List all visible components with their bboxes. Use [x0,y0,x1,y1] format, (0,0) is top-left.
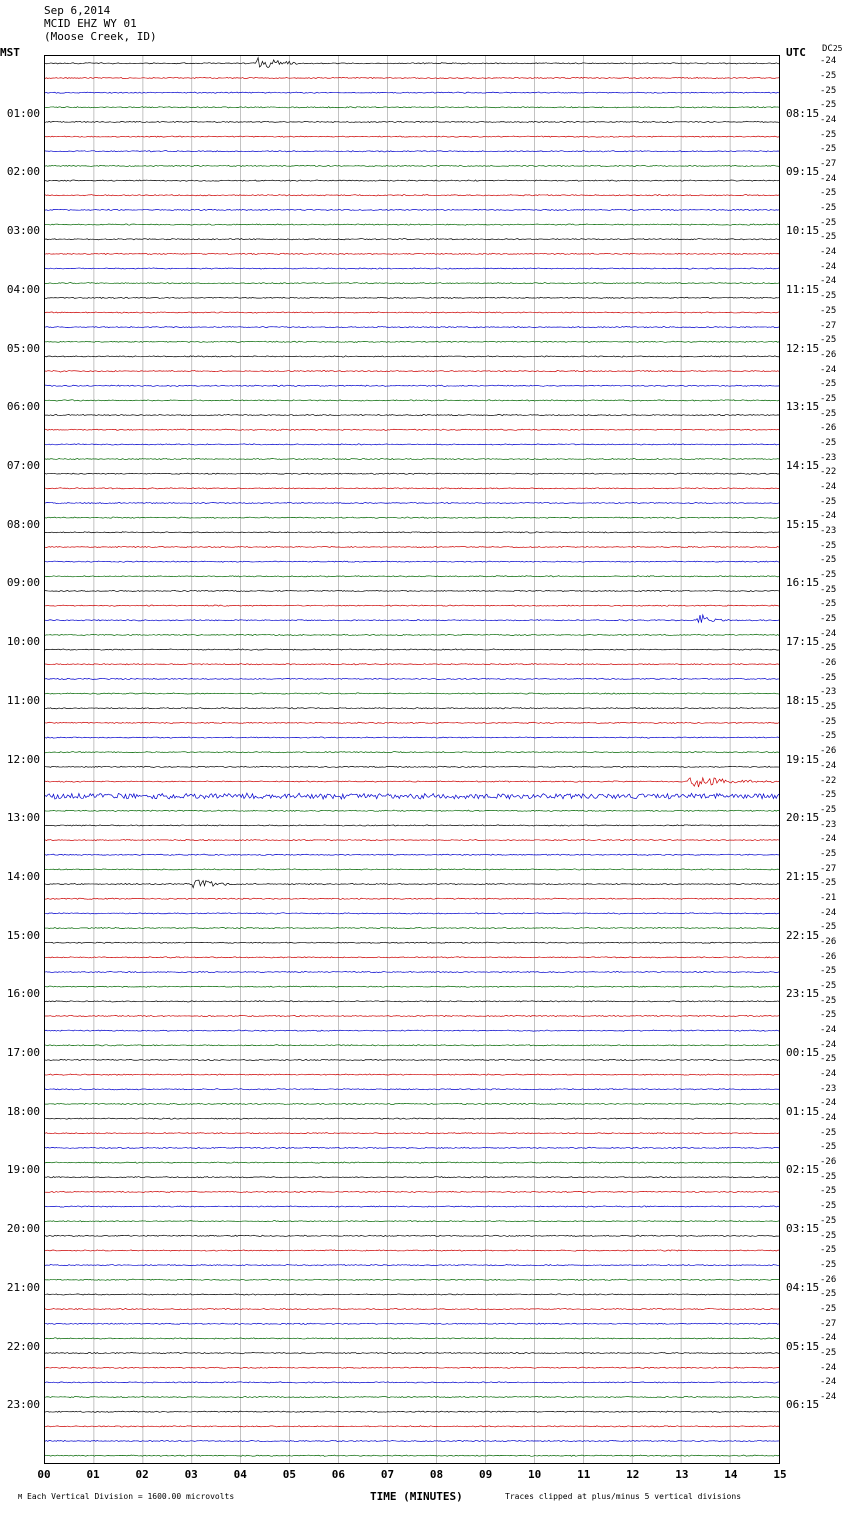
dc-value: -24 [820,56,837,67]
left-time-tick: 21:00 [6,1280,40,1294]
left-time-tick: 01:00 [6,106,40,120]
right-time-tick: 10:15 [786,224,820,238]
right-time-tick: 23:15 [786,987,820,1001]
left-time-tick: 09:00 [6,576,40,590]
dc-value: -25 [820,980,837,991]
dc-value: -25 [820,1303,837,1314]
right-time-tick: 04:15 [786,1280,820,1294]
right-time-tick: 16:15 [786,576,820,590]
dc-value: -27 [820,863,837,874]
right-time-tick: 05:15 [786,1339,820,1353]
left-time-tick: 22:00 [6,1339,40,1353]
x-axis-tick: 07 [380,1468,395,1481]
dc-value: -24 [820,834,837,845]
dc-value: -26 [820,1157,837,1168]
dc-value: -26 [820,349,837,360]
dc-value: -25 [820,1054,837,1065]
dc-value: -25 [820,188,837,199]
header-location: (Moose Creek, ID) [44,30,157,43]
dc-value: -24 [820,1069,837,1080]
dc-value: -23 [820,526,837,536]
right-time-tick: 11:15 [786,282,820,296]
x-axis-tick: 13 [675,1468,689,1481]
left-time-tick: 15:00 [6,928,40,942]
x-axis-title: TIME (MINUTES) [370,1490,463,1503]
left-axis-label: MST [0,46,20,59]
right-time-tick: 14:15 [786,458,820,472]
dc-value: -25 [820,731,837,742]
dc-value: -26 [820,423,837,434]
left-time-tick: 11:00 [6,693,40,707]
right-time-tick: 15:15 [786,517,820,531]
dc-value: -22 [820,775,837,786]
header-block [44,4,157,43]
dc-value: -24 [820,907,837,918]
dc-value: -24 [820,1391,837,1402]
right-time-tick: 22:15 [786,928,820,942]
dc-value: -24 [820,1039,837,1050]
dc-value: -24 [820,276,837,287]
dc-value: -25 [820,144,837,155]
left-time-tick: 02:00 [6,165,40,179]
x-axis-tick: 08 [429,1468,444,1481]
dc-value: -25 [820,599,837,610]
dc-value: -25 [820,203,837,214]
dc-value: -25 [820,496,837,507]
right-time-tick: 20:15 [786,811,820,825]
dc-value: -22 [820,467,837,478]
x-axis-tick: 09 [478,1468,493,1481]
left-time-tick: 04:00 [6,282,40,296]
dc-value: -25 [820,790,837,801]
dc-value: -25 [820,1347,837,1358]
left-time-tick: 08:00 [6,517,40,531]
left-time-tick: 03:00 [6,224,40,238]
dc-value: -27 [820,1318,837,1329]
right-time-tick: 21:15 [786,869,820,883]
dc-value: -25 [820,85,837,96]
dc-value: -24 [820,1333,837,1344]
left-time-tick: 18:00 [6,1104,40,1118]
trace-canvas [45,56,779,1463]
dc-value: -24 [820,1113,837,1124]
dc-value: -25 [820,217,837,228]
left-time-tick: 13:00 [6,811,40,825]
dc-value: -24 [820,628,837,639]
left-time-tick: 19:00 [6,1163,40,1177]
x-axis-tick: 05 [282,1468,296,1481]
dc-value: -25 [820,393,837,404]
dc-value: -25 [820,1230,837,1241]
dc-value: -27 [820,320,837,331]
dc-value: -25 [820,291,837,302]
right-time-tick: 00:15 [786,1046,820,1060]
right-time-tick: 01:15 [786,1104,820,1118]
dc-value: -25 [820,1127,837,1138]
right-time-tick: 08:15 [786,106,820,120]
left-time-tick: 14:00 [6,869,40,883]
left-time-tick: 05:00 [6,341,40,355]
dc-value: -25 [820,702,837,713]
dc-value: -25 [820,1010,837,1021]
footer-left: M Each Vertical Division = 1600.00 microvolts [18,1492,235,1501]
dc-value: -25 [820,1186,837,1197]
dc-value: -24 [820,760,837,771]
right-axis-label: UTC [786,46,806,59]
dc-value: -24 [820,364,837,375]
x-axis-tick: 12 [626,1468,640,1481]
dc-value: -21 [820,892,837,903]
right-time-tick: 12:15 [786,341,820,355]
dc-value: -25 [820,1171,837,1182]
dc-value: -24 [820,1377,837,1388]
left-time-tick: 17:00 [6,1046,40,1060]
x-axis-tick: 00 [37,1468,51,1481]
dc-value: -25 [820,995,837,1006]
dc-value: -25 [820,232,837,243]
dc-value: -25 [820,966,837,977]
dc-value: -25 [820,1201,837,1212]
right-time-tick: 18:15 [786,693,820,707]
dc-value: -24 [820,173,837,184]
dc-value: -24 [820,261,837,272]
right-time-tick: 02:15 [786,1163,820,1177]
dc-value: -25 [820,555,837,566]
dc-value: -25 [820,922,837,933]
right-time-tick: 09:15 [786,165,820,179]
dc-value: -23 [820,452,837,463]
dc-axis-label: DC25 [822,44,843,54]
x-axis-tick: 04 [233,1468,247,1481]
right-time-tick: 06:15 [786,1398,820,1412]
dc-value: -23 [820,687,837,698]
dc-value: -25 [820,614,837,625]
x-axis-tick: 02 [135,1468,149,1481]
dc-value: -25 [820,1245,837,1256]
dc-value: -26 [820,951,837,962]
dc-value: -25 [820,129,837,140]
footer-right: Traces clipped at plus/minus 5 vertical divisions [505,1492,742,1501]
dc-value: -25 [820,540,837,551]
dc-value: -24 [820,511,837,522]
x-axis-tick: 06 [331,1468,346,1481]
dc-value: -23 [820,1083,837,1094]
dc-value: -23 [820,819,837,830]
dc-value: -25 [820,584,837,595]
dc-value: -24 [820,1025,837,1036]
dc-value: -24 [820,481,837,492]
left-time-tick: 07:00 [6,458,40,472]
dc-value: -27 [820,159,837,170]
header-station: MCID EHZ WY 01 [44,17,137,30]
dc-value: -25 [820,437,837,448]
left-time-tick: 20:00 [6,1222,40,1236]
dc-value: -25 [820,305,837,316]
dc-value: -25 [820,716,837,727]
left-time-tick: 10:00 [6,635,40,649]
dc-value: -24 [820,115,837,126]
right-time-tick: 19:15 [786,752,820,766]
dc-value: -25 [820,848,837,859]
x-axis-tick: 01 [86,1468,100,1481]
left-time-tick: 12:00 [6,752,40,766]
left-time-tick: 16:00 [6,987,40,1001]
dc-value: -25 [820,804,837,815]
dc-value: -25 [820,1215,837,1226]
left-time-tick: 06:00 [6,400,40,414]
x-axis-tick: 03 [184,1468,198,1481]
x-axis-tick: 11 [577,1468,591,1481]
dc-value: -25 [820,408,837,419]
dc-value: -25 [820,570,837,581]
dc-value: -26 [820,936,837,947]
dc-value: -25 [820,643,837,654]
dc-value: -25 [820,1289,837,1300]
right-time-tick: 03:15 [786,1222,820,1236]
right-time-tick: 13:15 [786,400,820,414]
dc-value: -25 [820,1142,837,1153]
header-date: Sep 6,2014 [44,4,111,17]
dc-value: -24 [820,1098,837,1109]
dc-value: -25 [820,71,837,82]
dc-value: -26 [820,1274,837,1285]
dc-value: -26 [820,746,837,757]
dc-value: -25 [820,335,837,346]
x-axis-tick: 10 [528,1468,542,1481]
dc-value: -24 [820,1362,837,1373]
dc-value: -25 [820,1259,837,1270]
dc-value: -25 [820,878,837,889]
left-time-tick: 23:00 [6,1398,40,1412]
dc-value: -25 [820,672,837,683]
right-time-tick: 17:15 [786,635,820,649]
x-axis-tick: 15 [773,1468,787,1481]
x-axis-tick: 14 [724,1468,738,1481]
dc-value: -26 [820,658,837,669]
dc-value: -25 [820,100,837,111]
seismogram-plot [44,55,780,1464]
dc-value: -25 [820,379,837,390]
dc-value: -24 [820,247,837,258]
